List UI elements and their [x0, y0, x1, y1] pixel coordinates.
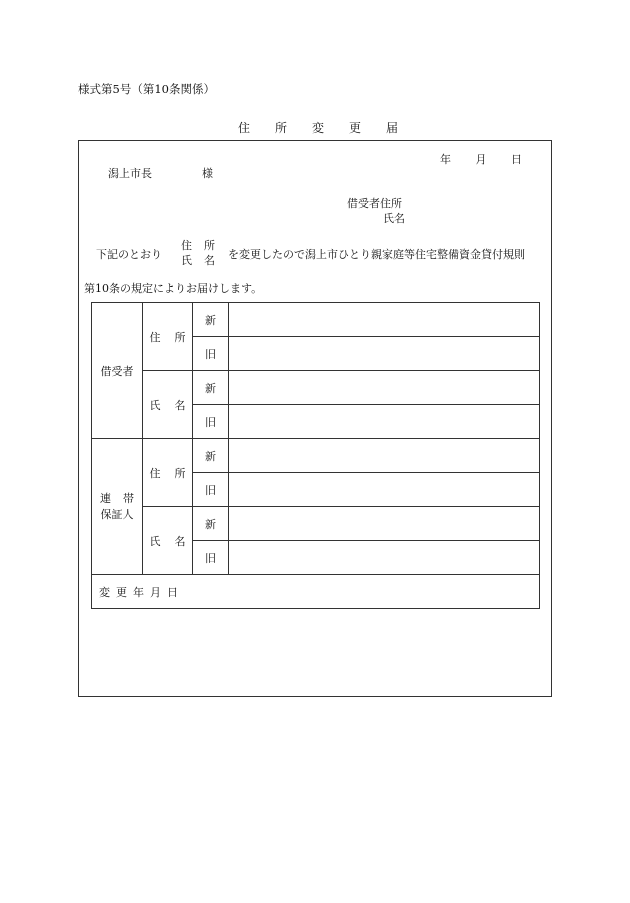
new-label: 新: [193, 507, 229, 541]
choice-name-char: 氏: [181, 254, 192, 267]
title-char: 住: [238, 121, 251, 135]
choice-address-char: 住: [181, 239, 192, 252]
day-label: 日: [511, 153, 522, 166]
old-label: 旧: [193, 337, 229, 371]
document-title: [238, 119, 398, 136]
guarantor-old-address-field[interactable]: [229, 473, 540, 507]
borrower-old-address-field[interactable]: [229, 337, 540, 371]
body-text-line2: 第10条の規定によりお届けします。: [84, 282, 263, 295]
guarantor-name-row-label: 氏 名: [143, 507, 193, 575]
title-char: 更: [348, 121, 361, 135]
change-detail-table: [91, 302, 540, 609]
old-label: 旧: [193, 473, 229, 507]
guarantor-new-name-field[interactable]: [229, 507, 540, 541]
new-label: 新: [193, 371, 229, 405]
address-name-choice[interactable]: [181, 238, 215, 268]
change-date-label: 変更年月日: [99, 585, 184, 599]
borrower-section-label: 借受者: [92, 303, 143, 439]
borrower-name-label: 氏名: [383, 212, 405, 225]
change-date-field[interactable]: [92, 575, 540, 609]
borrower-address-label: 借受者住所: [347, 197, 402, 210]
new-label: 新: [193, 439, 229, 473]
body-text-suffix: を変更したので潟上市ひとり親家庭等住宅整備資金貸付規則: [228, 248, 525, 261]
honorific: 様: [202, 167, 213, 180]
guarantor-address-row-label: 住 所: [143, 439, 193, 507]
guarantor-section-label: 連 帯 保証人: [92, 439, 143, 575]
guarantor-new-address-field[interactable]: [229, 439, 540, 473]
choice-address-char: 所: [204, 239, 215, 252]
addressee: 潟上市長: [108, 167, 152, 180]
borrower-new-address-field[interactable]: [229, 303, 540, 337]
title-char: 届: [385, 121, 398, 135]
choice-name-char: 名: [204, 254, 215, 267]
borrower-old-name-field[interactable]: [229, 405, 540, 439]
old-label: 旧: [193, 541, 229, 575]
borrower-address-row-label: 住 所: [143, 303, 193, 371]
old-label: 旧: [193, 405, 229, 439]
month-label: 月: [475, 153, 487, 166]
borrower-new-name-field[interactable]: [229, 371, 540, 405]
date-field[interactable]: [440, 151, 522, 167]
year-label: 年: [440, 153, 451, 166]
title-char: 変: [311, 121, 324, 135]
body-text-prefix: 下記のとおり: [96, 248, 162, 261]
form-number-label: 様式第5号（第10条関係）: [78, 82, 215, 96]
guarantor-old-name-field[interactable]: [229, 541, 540, 575]
borrower-name-row-label: 氏 名: [143, 371, 193, 439]
title-char: 所: [274, 121, 287, 135]
new-label: 新: [193, 303, 229, 337]
